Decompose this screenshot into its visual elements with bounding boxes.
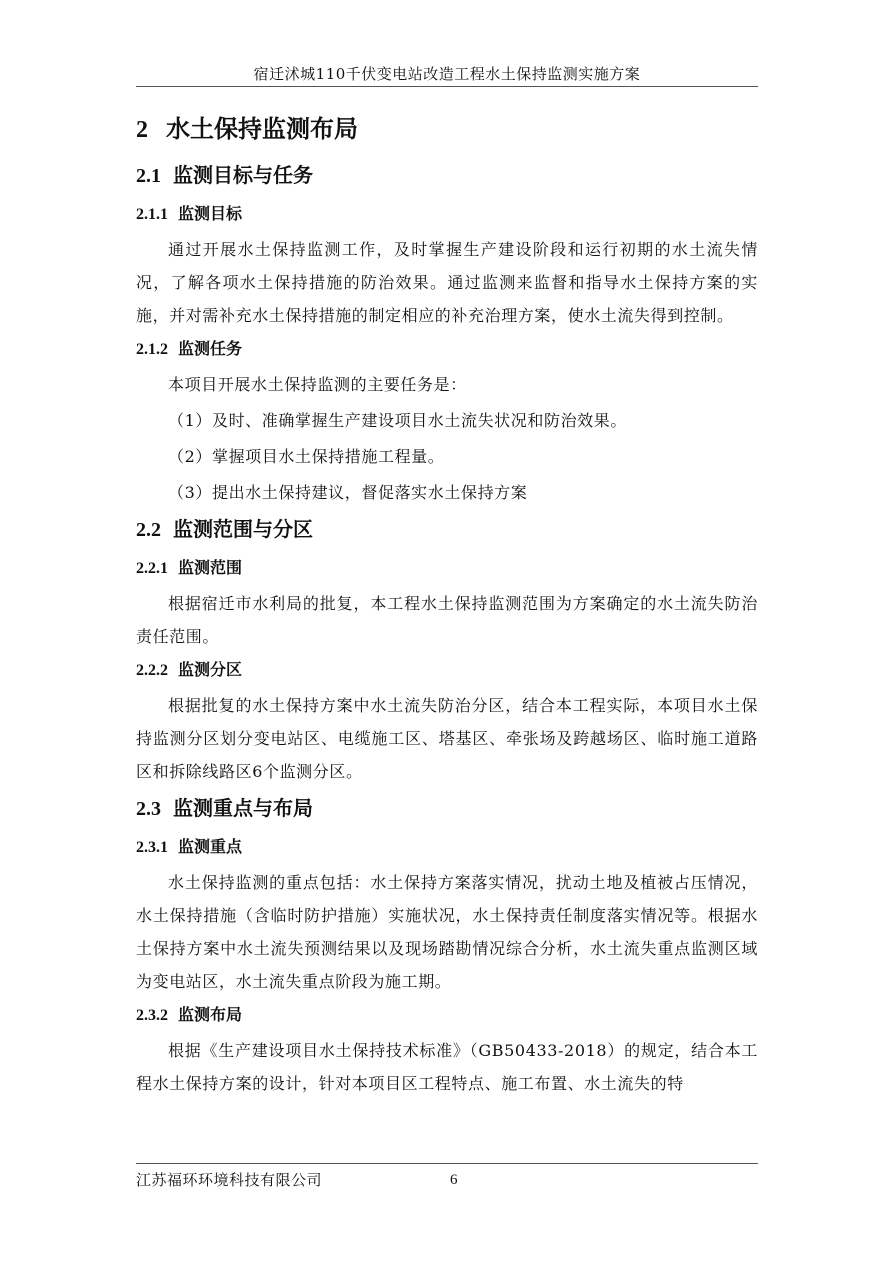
section-title: 监测范围与分区 — [173, 517, 313, 541]
section-number: 2.1 — [136, 165, 161, 187]
subsection-title: 监测分区 — [178, 660, 243, 679]
subsection-heading-2-1-2 — [136, 335, 758, 364]
subsection-title: 监测布局 — [178, 1005, 243, 1024]
subsection-number: 2.3.1 — [136, 839, 168, 856]
section-title: 监测目标与任务 — [173, 163, 313, 187]
section-heading-2-1 — [136, 159, 758, 192]
subsection-number: 2.2.2 — [136, 662, 168, 679]
list-item: （3）提出水土保持建议，督促落实水土保持方案 — [168, 483, 528, 502]
subsection-title: 监测任务 — [178, 339, 243, 358]
chapter-heading — [136, 112, 758, 147]
header-title: 宿迁沭城110千伏变电站改造工程水土保持监测实施方案 — [253, 65, 641, 83]
section-heading-2-2 — [136, 513, 758, 546]
subsection-title: 监测重点 — [178, 837, 243, 856]
paragraph: 根据《生产建设项目水土保持技术标准》（GB50433-2018）的规定，结合本工程水土保持方案的设计，针对本项目区工程特点、施工布置、水土流失的特 — [136, 1041, 758, 1093]
section-number: 2.2 — [136, 519, 161, 541]
section-title: 监测重点与布局 — [173, 796, 313, 820]
section-heading-2-3 — [136, 792, 758, 825]
footer-company: 江苏福环环境科技有限公司 — [136, 1171, 323, 1189]
page-header — [136, 64, 758, 87]
chapter-title: 水土保持监测布局 — [166, 115, 358, 143]
subsection-number: 2.2.1 — [136, 560, 168, 577]
subsection-heading-2-2-1 — [136, 554, 758, 583]
subsection-heading-2-1-1 — [136, 200, 758, 229]
page-number: 6 — [450, 1172, 458, 1188]
paragraph: 根据批复的水土保持方案中水土流失防治分区，结合本工程实际，本项目水土保持监测分区划分变电站区、电缆施工区、塔基区、牵张场及跨越场区、临时施工道路区和拆除线路区6个监测分区。 — [136, 696, 758, 781]
subsection-heading-2-3-1 — [136, 833, 758, 862]
chapter-number: 2 — [136, 117, 148, 143]
subsection-number: 2.3.2 — [136, 1007, 168, 1024]
paragraph: 根据宿迁市水利局的批复，本工程水土保持监测范围为方案确定的水土流失防治责任范围。 — [136, 594, 758, 646]
subsection-heading-2-3-2 — [136, 1001, 758, 1030]
list-item: （1）及时、准确掌握生产建设项目水土流失状况和防治效果。 — [168, 411, 627, 430]
subsection-heading-2-2-2 — [136, 656, 758, 685]
page-body — [136, 100, 758, 1103]
subsection-title: 监测范围 — [178, 558, 243, 577]
section-number: 2.3 — [136, 798, 161, 820]
paragraph: 本项目开展水土保持监测的主要任务是： — [168, 375, 467, 394]
list-item: （2）掌握项目水土保持措施工程量。 — [168, 447, 445, 466]
paragraph: 通过开展水土保持监测工作，及时掌握生产建设阶段和运行初期的水土流失情况，了解各项水土保持措施的防治效果。通过监测来监督和指导水土保持方案的实施，并对需补充水土保持措施的制定相应的补充治理方案，使水土流失得到控制。 — [136, 240, 758, 325]
subsection-title: 监测目标 — [178, 204, 243, 223]
subsection-number: 2.1.2 — [136, 341, 168, 358]
page-footer — [136, 1163, 758, 1192]
paragraph: 水土保持监测的重点包括：水土保持方案落实情况，扰动土地及植被占压情况，水土保持措施（含临时防护措施）实施状况，水土保持责任制度落实情况等。根据水土保持方案中水土流失预测结果以及现场踏勘情况综合分析，水土流失重点监测区域为变电站区，水土流失重点阶段为施工期。 — [136, 873, 758, 991]
subsection-number: 2.1.1 — [136, 206, 168, 223]
